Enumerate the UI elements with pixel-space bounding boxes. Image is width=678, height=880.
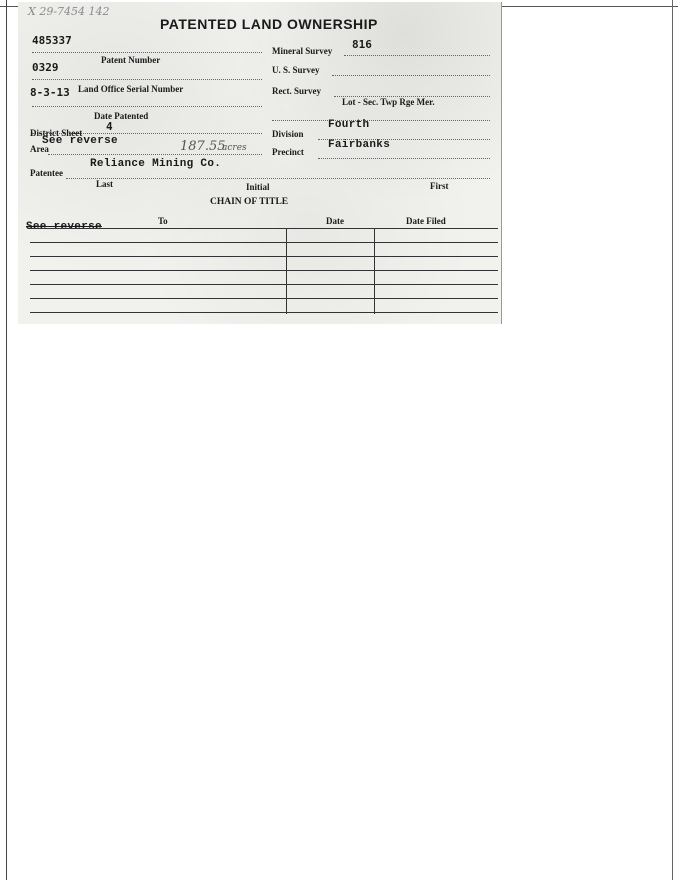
dots-line xyxy=(66,178,490,179)
district-sheet-label: District Sheet xyxy=(30,128,83,138)
date-patented-label: Date Patented xyxy=(94,111,149,121)
precinct-value: Fairbanks xyxy=(328,139,391,151)
dots-line xyxy=(32,79,262,80)
card-title: PATENTED LAND OWNERSHIP xyxy=(160,16,378,32)
page-edge-right xyxy=(672,0,673,880)
dots-line xyxy=(48,154,262,155)
patent-number-label: Patent Number xyxy=(101,55,161,65)
date-patented-value: 4 xyxy=(106,120,113,133)
area-hand-value: 187.55 xyxy=(180,139,226,154)
division-value: Fourth xyxy=(328,119,370,131)
mineral-survey-value: 816 xyxy=(352,38,372,51)
dots-line xyxy=(332,75,490,76)
chain-first-entry: See reverse xyxy=(26,221,102,233)
col-date-filed-header: Date Filed xyxy=(406,216,446,226)
dots-line xyxy=(32,52,262,53)
table-rule xyxy=(30,242,498,243)
land-office-label: Land Office Serial Number xyxy=(78,84,184,94)
table-rule xyxy=(30,270,498,271)
area-label: Area xyxy=(30,144,49,154)
area-value: See reverse xyxy=(42,135,118,147)
col-date-header: Date xyxy=(326,216,344,226)
dots-line xyxy=(318,158,490,159)
patentee-label: Patentee xyxy=(30,168,63,178)
table-rule xyxy=(30,298,498,299)
dots-line xyxy=(272,120,490,121)
table-rule xyxy=(30,312,498,313)
name-last-label: Last xyxy=(96,179,114,189)
division-label: Division xyxy=(272,129,304,139)
name-first-label: First xyxy=(430,181,449,191)
land-office-value: 8-3-13 xyxy=(30,86,70,99)
table-rule xyxy=(30,284,498,285)
name-initial-label: Initial xyxy=(246,182,270,192)
table-column-divider xyxy=(374,228,375,314)
dots-line xyxy=(32,106,262,107)
table-rule xyxy=(30,228,498,229)
rect-survey-columns: Lot - Sec. Twp Rge Mer. xyxy=(342,97,435,107)
ownership-card xyxy=(18,2,502,324)
rect-survey-label: Rect. Survey xyxy=(272,86,321,96)
col-to-header: To xyxy=(158,216,168,226)
chain-of-title-table xyxy=(30,228,498,314)
us-survey-label: U. S. Survey xyxy=(272,65,320,75)
patent-number-value: 0329 xyxy=(32,61,59,74)
table-column-divider xyxy=(286,228,287,314)
page-edge-left xyxy=(6,0,7,880)
area-unit: acres xyxy=(222,143,247,153)
precinct-label: Precinct xyxy=(272,147,304,157)
patentee-value: Reliance Mining Co. xyxy=(90,158,222,170)
chain-of-title-heading: CHAIN OF TITLE xyxy=(210,197,289,207)
table-rule xyxy=(30,256,498,257)
dots-line xyxy=(344,55,490,56)
left-top-number: 485337 xyxy=(32,34,72,47)
stamp-number: X 29-7454 142 xyxy=(28,5,110,18)
mineral-survey-label: Mineral Survey xyxy=(272,46,333,56)
